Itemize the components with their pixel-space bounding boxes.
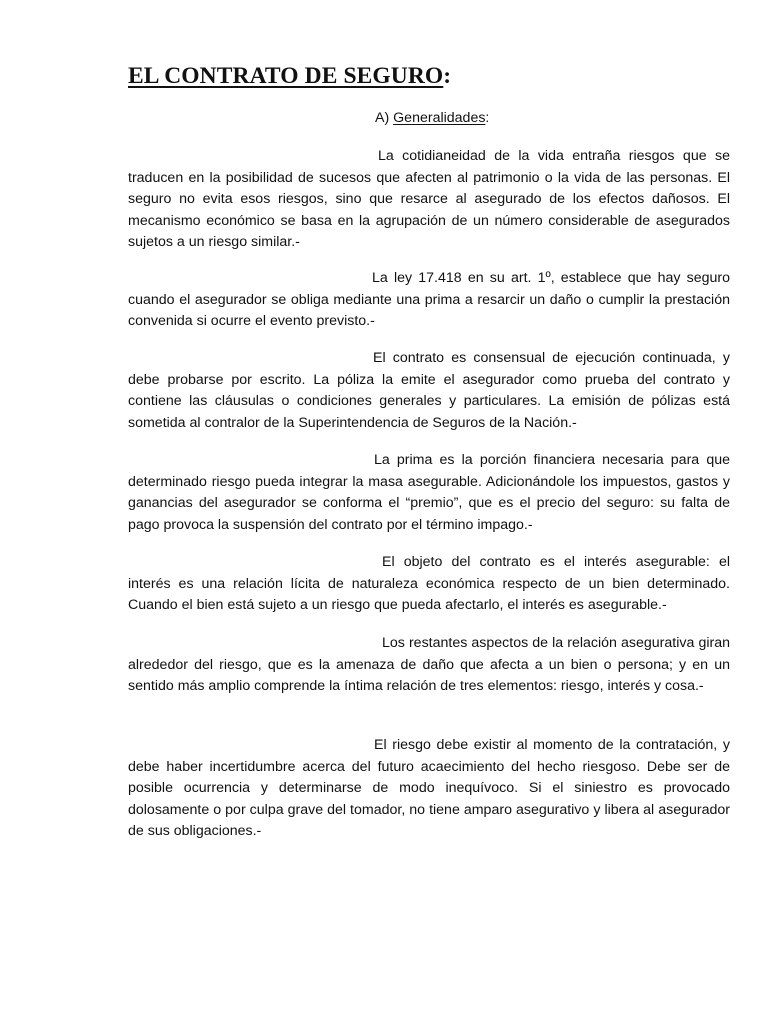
paragraph-2 [128,268,730,333]
paragraph-text: La prima es la porción financiera necesaria para que determinado riesgo pueda integrar la masa asegurable. Adicionándole los impuestos, gastos y ganancias del asegurador se conforma el “premio”, que es el precio del seguro: su falta de pago provoca la suspensión del contrato por el término impago.- [128,452,730,533]
paragraph-text: El objeto del contrato es el interés asegurable: el interés es una relación lícita de naturaleza económica respecto de un bien determinado. Cuando el bien está sujeto a un riesgo que pueda afectarlo, el interés es asegurable.- [128,554,730,613]
title-main: EL CONTRATO DE SEGURO [128,63,444,89]
title-colon: : [443,63,452,89]
section-title: Generalidades [393,110,486,126]
section-suffix: : [485,110,490,126]
paragraph-1 [128,146,730,254]
page-title [128,60,451,92]
paragraph-5 [128,552,730,617]
section-heading [375,108,489,128]
section-prefix: A) [375,110,394,126]
paragraph-6 [128,633,730,698]
paragraph-text: El contrato es consensual de ejecución continuada, y debe probarse por escrito. La póliza la emite el asegurador como prueba del contrato y contiene las cláusulas o condiciones generales y particulares. La emisión de pólizas está sometida al contralor de la Superintendencia de Seguros de la Nación.- [128,350,730,431]
paragraph-7 [128,735,730,843]
paragraph-3 [128,348,730,434]
paragraph-text: La ley 17.418 en su art. 1º, establece que hay seguro cuando el asegurador se obliga mediante una prima a resarcir un daño o cumplir la prestación convenida si ocurre el evento previsto.- [128,270,730,329]
paragraph-text: El riesgo debe existir al momento de la contratación, y debe haber incertidumbre acerca del futuro acaecimiento del hecho riesgoso. Debe ser de posible ocurrencia y determinarse de modo inequívoco. Si el siniestro es provocado dolosamente o por culpa grave del tomador, no tiene amparo asegurativo y libera al asegurador de sus obligaciones.- [128,737,730,839]
paragraph-text: Los restantes aspectos de la relación asegurativa giran alrededor del riesgo, que es la amenaza de daño que afecta a un bien o persona; y en un sentido más amplio comprende la íntima relación de tres elementos: riesgo, interés y cosa.- [128,635,730,694]
paragraph-text: La cotidianeidad de la vida entraña riesgos que se traducen en la posibilidad de sucesos que afecten al patrimonio o la vida de las personas. El seguro no evita esos riesgos, sino que resarce al asegurado de los efectos dañosos. El mecanismo económico se basa en la agrupación de un número considerable de asegurados sujetos a un riesgo similar.- [128,148,730,250]
paragraph-4 [128,450,730,536]
